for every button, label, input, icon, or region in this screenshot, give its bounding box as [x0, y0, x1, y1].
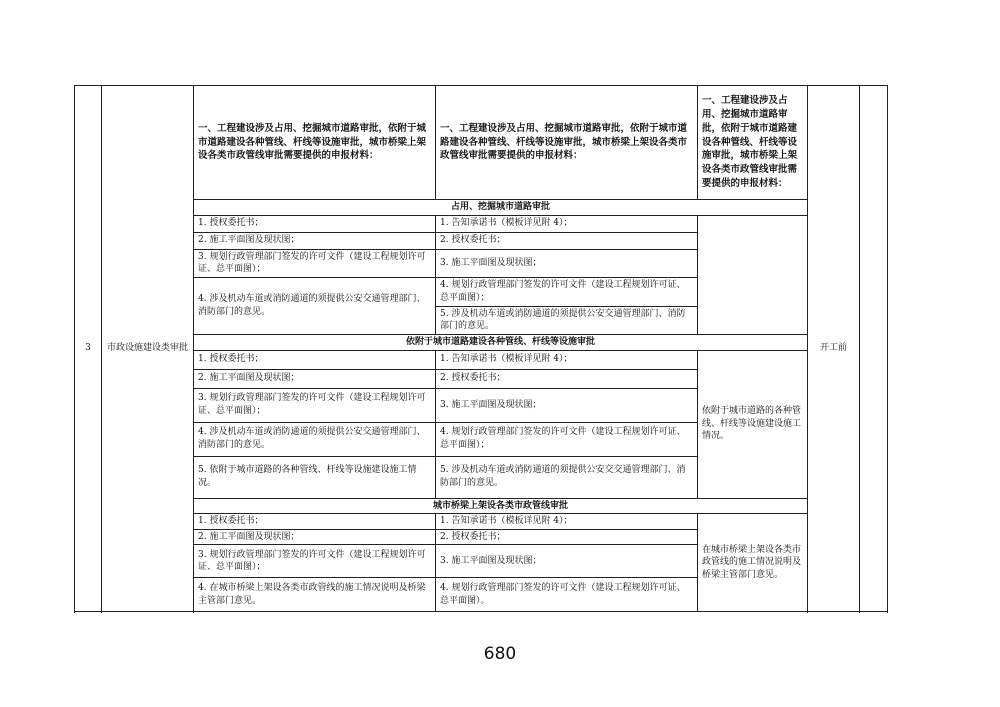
section-title: 占用、挖掘城市道路审批: [194, 200, 808, 216]
timing-cell: 开工前: [808, 86, 860, 612]
list-item: 2. 施工平面图及现状图；: [194, 232, 436, 249]
section-note: 在城市桥梁上架设各类市政管线的施工情况说明及桥梁主管部门意见。: [698, 514, 808, 612]
section-note: [698, 215, 808, 334]
list-item: 1. 授权委托书；: [194, 514, 436, 530]
list-item: 2. 授权委托书；: [436, 529, 698, 545]
list-item: 1. 告知承诺书（模板详见附 4）；: [436, 350, 698, 369]
header-col3: 一、工程建设涉及占用、挖掘城市道路审批，依附于城市道路建设各种管线、杆线等设施审批，城市桥梁上架设各类市政管线审批需要提供的申报材料：: [698, 86, 808, 200]
page-number: 680: [483, 644, 517, 664]
header-col2: 一、工程建设涉及占用、挖掘城市道路审批，依附于城市道路建设各种管线、杆线等设施审批，城市桥梁上架设各类市政管线审批需要提供的申报材料：: [436, 86, 698, 200]
list-item: 1. 告知承诺书（模板详见附 4）；: [436, 215, 698, 232]
list-item: 3. 规划行政管理部门签发的许可文件（建设工程规划许可证、总平面图）；: [194, 388, 436, 422]
item-name-cell: 市政设施建设类审批: [102, 86, 194, 612]
list-item: 4. 规划行政管理部门签发的许可文件（建设工程规划许可证、总平面图）。: [436, 578, 698, 612]
list-item: 1. 告知承诺书（模板详见附 4）；: [436, 514, 698, 530]
list-item: 2. 授权委托书；: [436, 232, 698, 249]
list-item: 3. 施工平面图及现状图；: [436, 249, 698, 277]
approval-materials-table: [74, 85, 888, 612]
list-item: 1. 授权委托书；: [194, 215, 436, 232]
list-item: 4. 在城市桥梁上架设各类市政管线的施工情况说明及桥梁主管部门意见。: [194, 578, 436, 612]
section-title: 城市桥梁上架设各类市政管线审批: [194, 498, 808, 514]
list-item: 5. 涉及机动车道或消防通道的须提供公安交通管理部门、消防部门的意见。: [436, 306, 698, 334]
section-title: 依附于城市道路建设各种管线、杆线等设施审批: [194, 334, 808, 350]
list-item: 3. 规划行政管理部门签发的许可文件（建设工程规划许可证、总平面图）；: [194, 249, 436, 277]
row-number-cell: 3: [75, 86, 102, 612]
list-item: 3. 施工平面图及现状图；: [436, 388, 698, 422]
list-item: 4. 规划行政管理部门签发的许可文件（建设工程规划许可证、总平面图）；: [436, 422, 698, 456]
list-item: 3. 规划行政管理部门签发的许可文件（建设工程规划许可证、总平面图）；: [194, 545, 436, 578]
list-item: 5. 依附于城市道路的各种管线、杆线等设施建设施工情况。: [194, 456, 436, 498]
list-item: 4. 涉及机动车道或消防通道的须提供公安交通管理部门、消防部门的意见。: [194, 277, 436, 334]
header-col1: 一、工程建设涉及占用、挖掘城市道路审批，依附于城市道路建设各种管线、杆线等设施审批，城市桥梁上架设各类市政管线审批需要提供的申报材料：: [194, 86, 436, 200]
list-item: 4. 规划行政管理部门签发的许可文件（建设工程规划许可证、总平面图）；: [436, 277, 698, 306]
list-item: 3. 施工平面图及现状图；: [436, 545, 698, 578]
empty-last-cell: [860, 86, 888, 612]
list-item: 1. 授权委托书；: [194, 350, 436, 369]
list-item: 4. 涉及机动车道或消防通道的须提供公安交通管理部门、消防部门的意见。: [194, 422, 436, 456]
list-item: 2. 授权委托书；: [436, 369, 698, 388]
list-item: 2. 施工平面图及现状图；: [194, 529, 436, 545]
section-note: 依附于城市道路的各种管线、杆线等设施建设施工情况。: [698, 350, 808, 498]
list-item: 5. 涉及机动车道或消防通道的须提供公安交交通管理部门、消防部门的意见。: [436, 456, 698, 498]
list-item: 2. 施工平面图及现状图；: [194, 369, 436, 388]
